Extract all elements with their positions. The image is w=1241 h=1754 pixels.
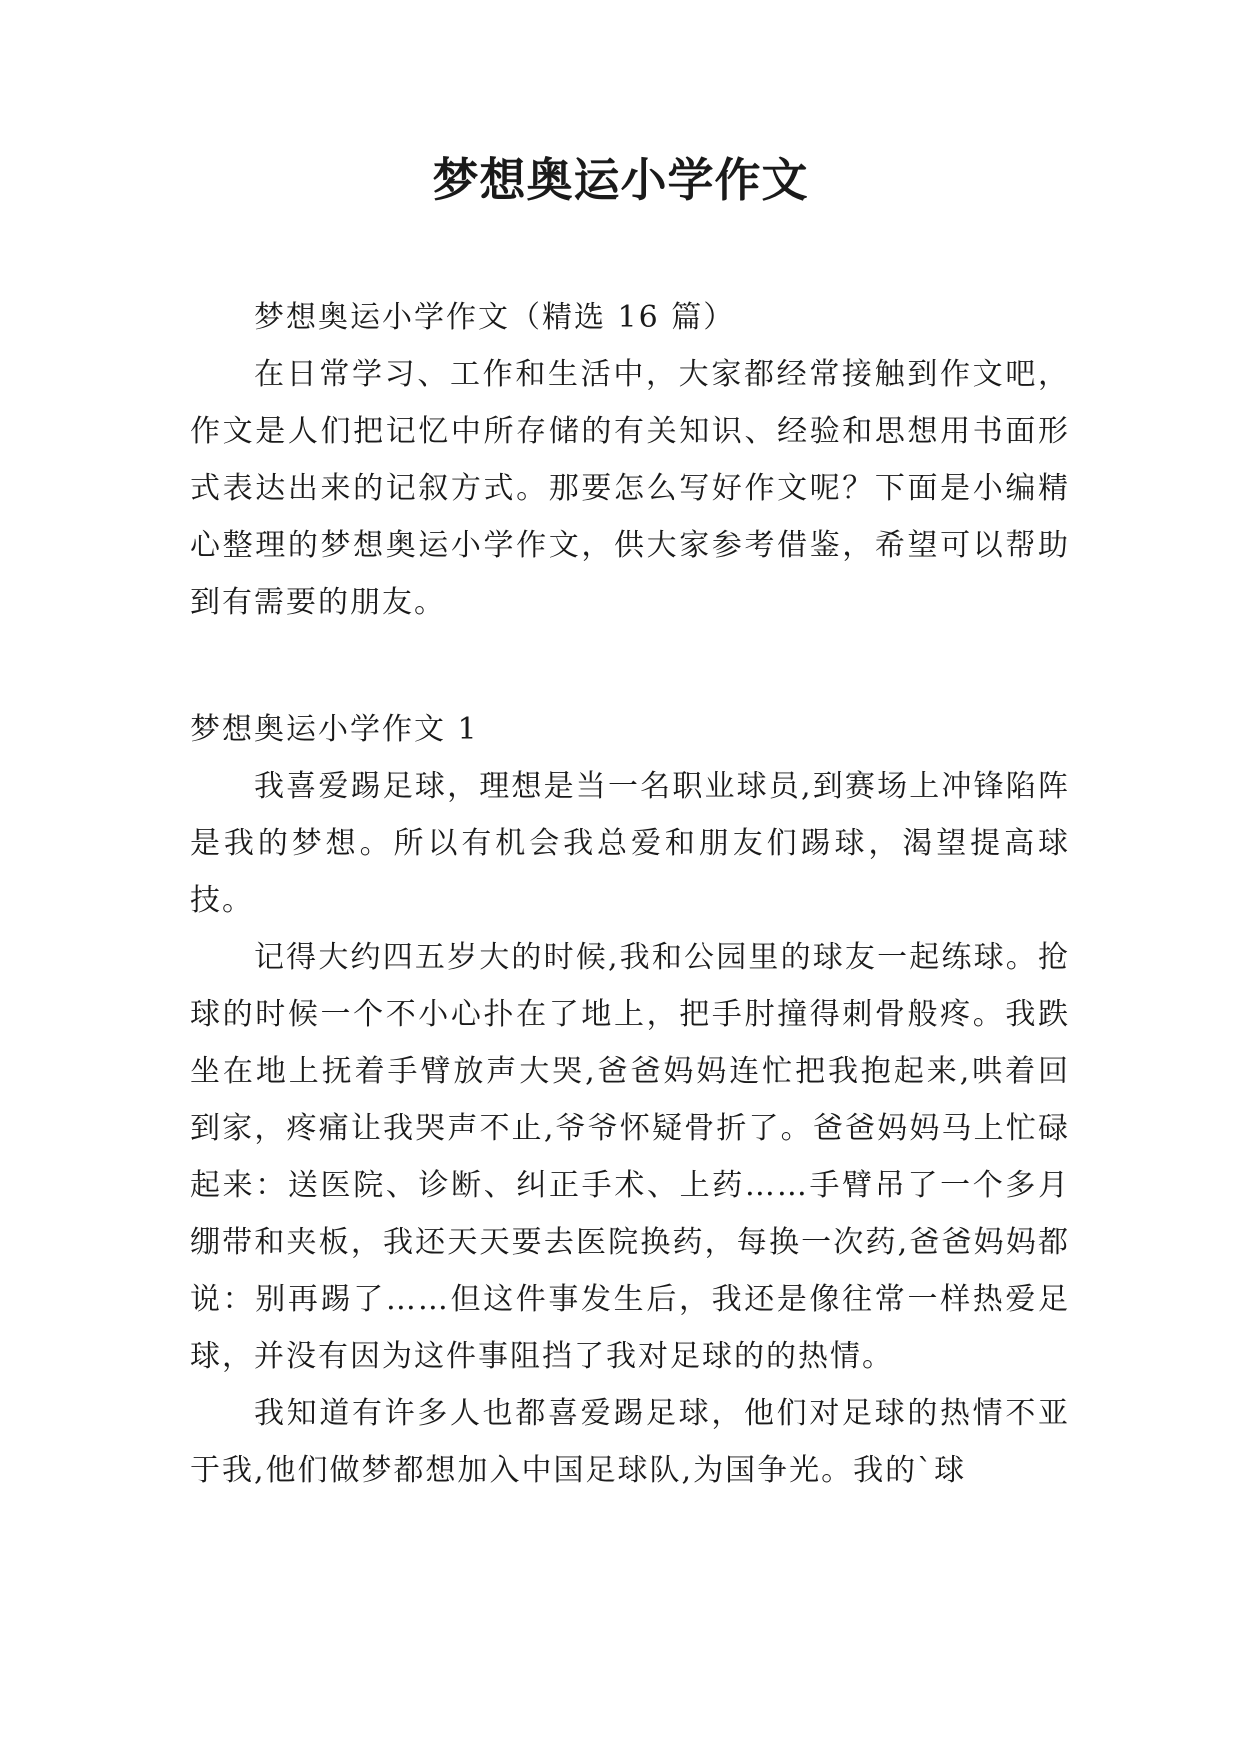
body-paragraph: 记得大约四五岁大的时候,我和公园里的球友一起练球。抢球的时候一个不小心扑在了地上，把手肘撞得刺骨般疼。我跌坐在地上抚着手臂放声大哭,爸爸妈妈连忙把我抱起来,哄着回到家，疼痛让我哭声不止,爷爷怀疑骨折了。爸爸妈妈马上忙碌起来：送医院、诊断、纠正手术、上药……手臂吊了一个多月绷带和夹板，我还天天要去医院换药，每换一次药,爸爸妈妈都说：别再踢了……但这件事发生后，我还是像往常一样热爱足球，并没有因为这件事阻挡了我对足球的的热情。 — [190, 940, 1070, 1374]
story-body — [190, 758, 1070, 1499]
intro-paragraph: 在日常学习、工作和生活中，大家都经常接触到作文吧，作文是人们把记忆中所存储的有关知识、经验和思想用书面形式表达出来的记叙方式。那要怎么写好作文呢？下面是小编精心整理的梦想奥运小学作文，供大家参考借鉴，希望可以帮助到有需要的朋友。 — [190, 357, 1070, 620]
intro-block — [190, 346, 1070, 631]
document-subtitle: 梦想奥运小学作文（精选 16 篇） — [254, 300, 736, 335]
document-title: 梦想奥运小学作文 — [432, 153, 809, 207]
section-heading: 梦想奥运小学作文 1 — [190, 712, 479, 747]
body-paragraph: 我喜爱踢足球，理想是当一名职业球员,到赛场上冲锋陷阵是我的梦想。所以有机会我总爱和朋友们踢球，渴望提高球技。 — [190, 769, 1070, 918]
body-paragraph: 我知道有许多人也都喜爱踢足球，他们对足球的热情不亚于我,他们做梦都想加入中国足球队,为国争光。我的`球 — [190, 1396, 1070, 1488]
